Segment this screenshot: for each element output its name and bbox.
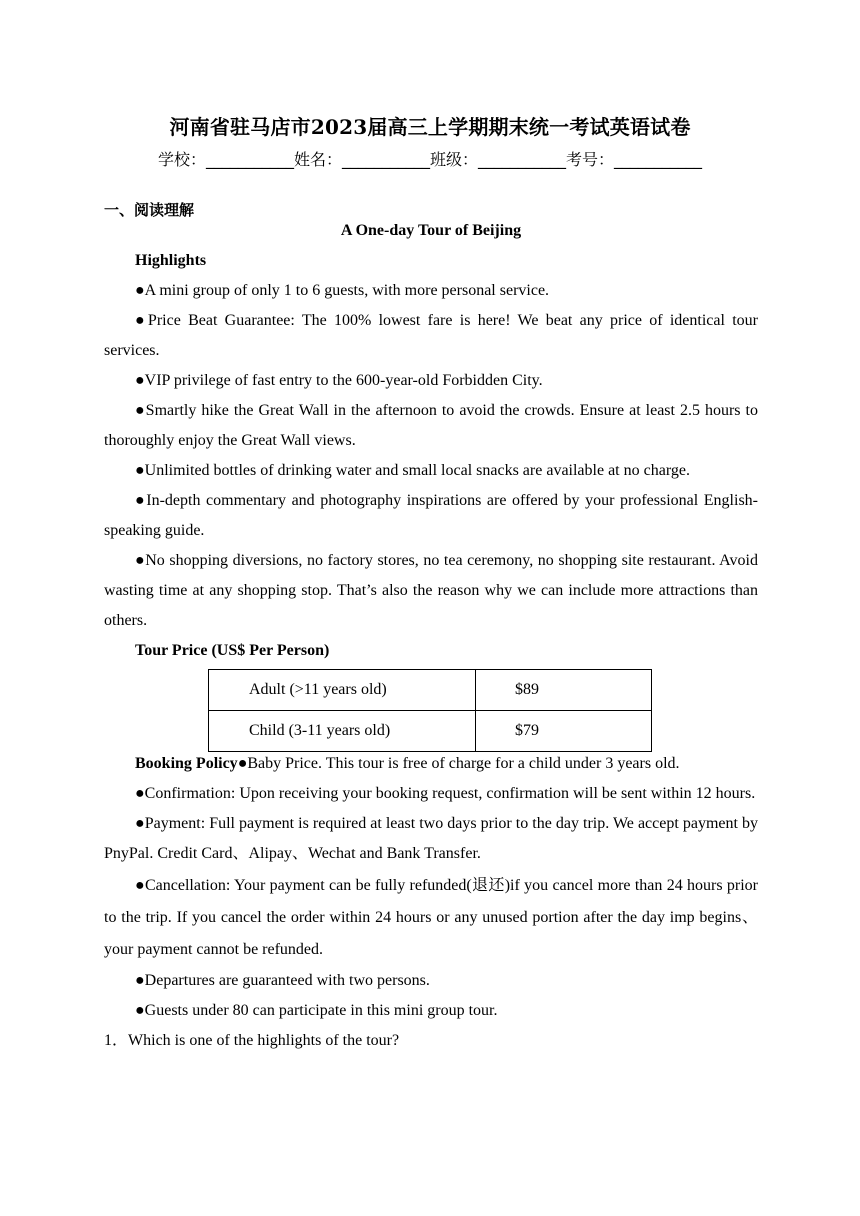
booking-item: ●Payment: Full payment is required at least two days prior to the day trip. We accept payment by PnyPal. Credit Card、Alipay、Wechat and Bank Transfer. <box>104 815 758 862</box>
table-row <box>209 670 652 711</box>
table-cell-price: $79 <box>476 711 652 752</box>
booking-item: ●Confirmation: Upon receiving your booking request, confirmation will be sent within 12 hours. <box>135 785 756 802</box>
booking-item: ●Cancellation: Your payment can be fully refunded(退还)if you cancel more than 24 hours prior to the trip. If you cancel the order within 24 hours or any unused portion after the day imp begins、your payment cannot be refunded. <box>104 877 758 958</box>
booking-item: ●Guests under 80 can participate in this mini group tour. <box>135 1002 498 1019</box>
highlights-heading: Highlights <box>135 252 207 269</box>
passage-title: A One-day Tour of Beijing <box>340 222 522 239</box>
highlight-item: ●In-depth commentary and photography inspirations are offered by your professional English-speaking guide. <box>104 492 758 539</box>
student-info-line: 学校：___________姓名：___________班级：___________考号：___________ <box>157 150 702 169</box>
highlight-item: ●Smartly hike the Great Wall in the afternoon to avoid the crowds. Ensure at least 2.5 hours to thoroughly enjoy the Great Wall views. <box>104 402 758 449</box>
highlight-item: ●VIP privilege of fast entry to the 600-year-old Forbidden City. <box>135 372 543 389</box>
booking-policy-heading: Booking Policy <box>135 755 238 772</box>
section-heading: 一、阅读理解 <box>104 201 195 219</box>
passage-block-booking <box>104 749 758 1056</box>
booking-policy-first-line <box>104 749 758 779</box>
question-text: Which is one of the highlights of the tour? <box>128 1032 400 1049</box>
table-cell-label: Child (3-11 years old) <box>209 711 476 752</box>
passage-block-highlights <box>104 216 758 666</box>
table-cell-label: Adult (>11 years old) <box>209 670 476 711</box>
table-cell-price: $89 <box>476 670 652 711</box>
highlight-item: ●A mini group of only 1 to 6 guests, with more personal service. <box>135 282 550 299</box>
highlight-item: ●Price Beat Guarantee: The 100% lowest fare is here! We beat any price of identical tour services. <box>104 312 758 359</box>
question-number: 1． <box>104 1032 129 1049</box>
question-line <box>104 1026 758 1056</box>
highlight-item: ●Unlimited bottles of drinking water and small local snacks are available at no charge. <box>135 462 690 479</box>
highlight-item: ●No shopping diversions, no factory stores, no tea ceremony, no shopping site restaurant. Avoid wasting time at any shopping stop. That’s also the reason why we can include more attractions than others. <box>104 552 758 629</box>
table-row <box>209 711 652 752</box>
price-heading: Tour Price (US$ Per Person) <box>135 642 330 659</box>
price-table <box>208 669 652 752</box>
exam-title: 河南省驻马店市2023届高三上学期期末统一考试英语试卷 <box>169 115 691 139</box>
booking-item: ●Departures are guaranteed with two persons. <box>135 972 430 989</box>
booking-item: ●Baby Price. This tour is free of charge for a child under 3 years old. <box>237 755 680 772</box>
